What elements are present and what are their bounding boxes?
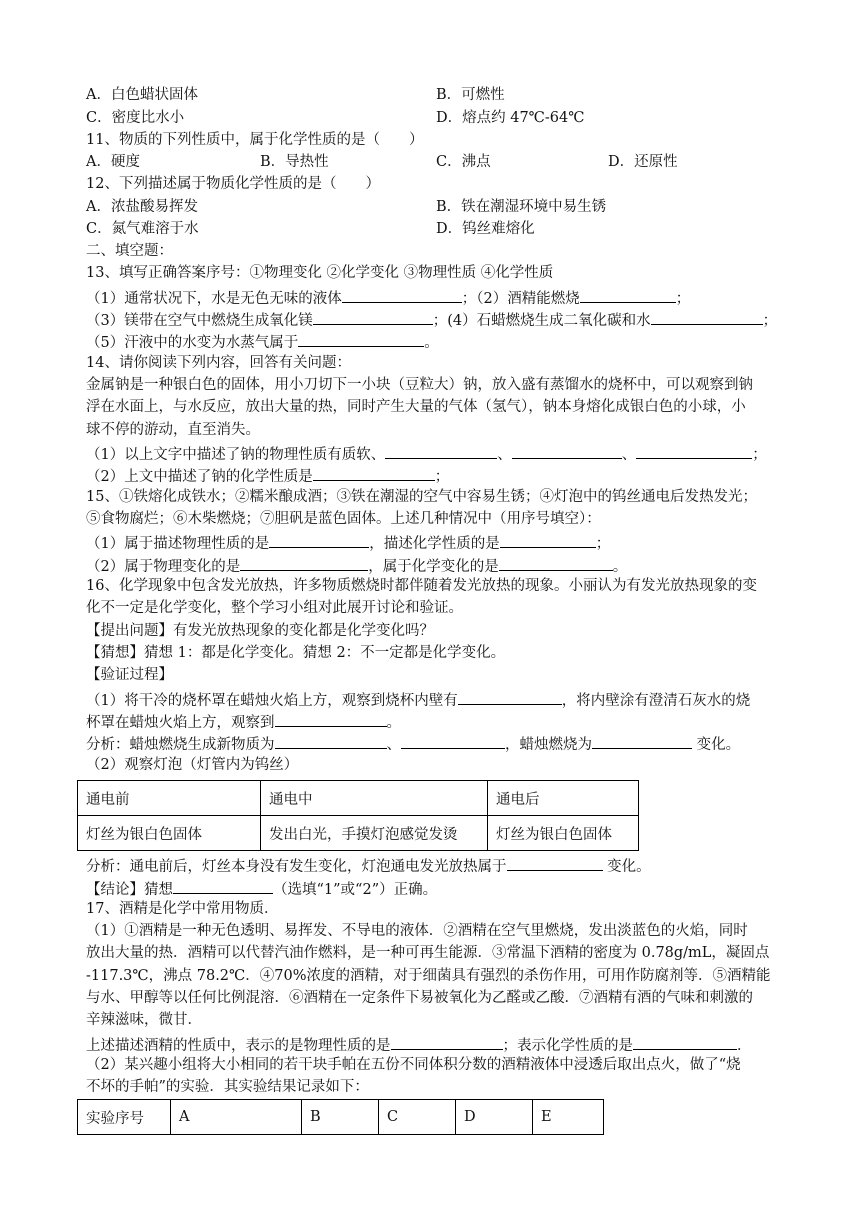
q15-sub-2 <box>86 554 627 576</box>
q16-v1-mid: ，将内壁涂有澄清石灰水的烧 <box>561 693 751 709</box>
q14-sub-1 <box>86 442 767 464</box>
table-cell: C <box>379 1100 456 1135</box>
q14-blank-3[interactable] <box>636 442 752 459</box>
q13-part2-text: ；（2）酒精能燃烧 <box>461 291 580 307</box>
q16-stem-line-2: 化不一定是化学变化，整个学习小组对此展开讨论和验证。 <box>86 600 463 616</box>
q16-an2-text: 分析：通电前后，灯丝本身没有发生变化，灯泡通电发光放热属于 <box>86 859 507 875</box>
q16-blank-1[interactable] <box>458 688 562 705</box>
q13-part2-end: ； <box>675 291 691 307</box>
q16-conclusion-text: 【结论】猜想 <box>86 882 173 898</box>
q15-stem-line-1: 15、①铁熔化成铁水；②糯米酿成酒；③铁在潮湿的空气中容易生锈；④灯泡中的钨丝通电后发热发光； <box>86 489 757 505</box>
q17-answer-line <box>86 1033 752 1055</box>
q16-an1-end: 变化。 <box>692 737 741 753</box>
q17-paragraph-line-3: -117.3℃，沸点 78.2℃．④70%浓度的酒精，对于细菌具有强烈的杀伤作用，可用作防腐剂等．⑤酒精能 <box>86 968 771 984</box>
q14-paragraph-line-2: 浮在水面上，与水反应，放出大量的热，同时产生大量的气体（氢气），钠本身熔化成银白色的小球，小 <box>86 399 746 415</box>
q15-sub2-mid: ，属于化学变化的是 <box>368 559 499 575</box>
q17-experiment-table <box>77 1099 604 1135</box>
table-cell: 实验序号 <box>78 1100 171 1135</box>
q17-paragraph-line-4: 与水、甲醇等以任何比例混溶．⑥酒精在一定条件下易被氧化为乙醛或乙酸．⑦酒精有酒的气味和刺激的 <box>86 990 753 1006</box>
q15-blank-4[interactable] <box>499 554 613 571</box>
q17-answer-text: 上述描述酒精的性质中，表示的是物理性质的是 <box>86 1038 391 1054</box>
q16-verify-2: （2）观察灯泡（灯管内为钨丝） <box>86 757 299 773</box>
q16-blank-3[interactable] <box>275 732 387 749</box>
q15-sub1-mid: ，描述化学性质的是 <box>369 536 500 552</box>
q16-question: 【提出问题】有发光放热现象的变化都是化学变化吗？ <box>86 623 434 639</box>
q13-blank-5[interactable] <box>298 330 424 347</box>
q16-blank-6[interactable] <box>507 854 603 871</box>
q15-stem-line-2: ⑤食物腐烂；⑥木柴燃烧；⑦胆矾是蓝色固体。上述几种情况中（用序号填空）： <box>86 511 601 527</box>
q17-paragraph-line-6: （2）某兴趣小组将大小相同的若干块手帕在五份不同体积分数的酒精液体中浸透后取出点火，做了“烧 <box>86 1057 741 1073</box>
q12-option-a: A．浓盐酸易挥发 <box>86 199 198 215</box>
q17-answer-mid: ；表示化学性质的是 <box>502 1038 633 1054</box>
q14-sep-1: 、 <box>497 447 512 463</box>
q11-stem: 11、物质的下列性质中，属于化学性质的是（ ） <box>86 132 424 148</box>
q16-blank-5[interactable] <box>592 732 692 749</box>
q12-stem: 12、下列描述属于物质化学性质的是（ ） <box>86 176 380 192</box>
q16-blank-4[interactable] <box>401 732 505 749</box>
q13-line-1 <box>86 286 690 308</box>
table-cell: A <box>171 1100 302 1135</box>
q14-paragraph-line-1: 金属钠是一种银白色的固体，用小刀切下一小块（豆粒大）钠，放入盛有蒸馏水的烧杯中，可以观察到钠 <box>86 377 753 393</box>
q12-option-c: C．氮气难溶于水 <box>86 221 199 237</box>
table-cell: 灯丝为银白色固体 <box>488 816 639 851</box>
q16-verify-1 <box>86 688 750 710</box>
q16-analysis-2 <box>86 854 651 876</box>
q13-stem: 13、填写正确答案序号：①物理变化 ②化学变化 ③物理性质 ④化学性质 <box>86 265 554 281</box>
q16-blank-2[interactable] <box>275 710 387 727</box>
q12-option-d: D．钨丝难熔化 <box>436 221 535 237</box>
q13-blank-1[interactable] <box>342 286 462 303</box>
q12-option-b: B．铁在潮湿环境中易生锈 <box>436 199 607 215</box>
table-cell: B <box>302 1100 379 1135</box>
q15-blank-1[interactable] <box>269 531 369 548</box>
q16-verify-1-cont <box>86 710 401 732</box>
q17-paragraph-line-1: （1）①酒精是一种无色透明、易挥发、不导电的液体．②酒精在空气里燃烧，发出淡蓝色的火焰，同时 <box>86 923 748 939</box>
q17-answer-end: ． <box>737 1038 752 1054</box>
table-cell: 灯丝为银白色固体 <box>78 816 261 851</box>
q16-verify-heading: 【验证过程】 <box>86 667 173 683</box>
q14-sub1-text: （1）以上文字中描述了钠的物理性质有质软、 <box>86 447 386 463</box>
q10-option-a: A．白色蜡状固体 <box>86 87 198 103</box>
q15-sub2-end: 。 <box>612 559 628 575</box>
q15-sub1-text: （1）属于描述物理性质的是 <box>86 536 270 552</box>
table-cell: E <box>533 1100 604 1135</box>
table-cell: D <box>456 1100 533 1135</box>
q13-part4-text: ；(4）石蜡燃烧生成二氧化碳和水 <box>432 313 651 329</box>
q16-v1-cont-text: 杯罩在蜡烛火焰上方，观察到 <box>86 715 275 731</box>
q16-stem-line-1: 16、化学现象中包含发光放热，许多物质燃烧时都伴随着发光放热的现象。小丽认为有发光放热现象的变 <box>86 578 757 594</box>
q16-guess: 【猜想】猜想 1：都是化学变化。猜想 2：不一定都是化学变化。 <box>86 645 506 661</box>
q10-option-c: C．密度比水小 <box>86 110 185 126</box>
q16-v1-text: （1）将干冷的烧杯罩在蜡烛火焰上方，观察到烧杯内壁有 <box>86 693 458 709</box>
q16-bulb-table <box>77 780 639 851</box>
q15-sub-1 <box>86 531 610 553</box>
q17-stem: 17、酒精是化学中常用物质． <box>86 901 279 917</box>
q17-paragraph-line-5: 辛辣滋味，微甘． <box>86 1012 202 1028</box>
q16-conclusion <box>86 877 437 899</box>
q11-option-c: C．沸点 <box>436 154 491 170</box>
q13-part4-end: ； <box>762 313 778 329</box>
table-cell: 发出白光，手摸灯泡感觉发烫 <box>261 816 488 851</box>
q15-blank-3[interactable] <box>240 554 368 571</box>
q13-part3-text: （3）镁带在空气中燃烧生成氧化镁 <box>86 313 313 329</box>
table-header-cell: 通电前 <box>78 781 261 816</box>
q10-option-d: D．熔点约 47℃-64℃ <box>436 110 585 126</box>
q15-blank-2[interactable] <box>500 531 596 548</box>
q14-stem: 14、请你阅读下列内容，回答有关问题： <box>86 355 351 371</box>
q14-sub2-end: ； <box>434 469 450 485</box>
q16-an1-mid: ，蜡烛燃烧为 <box>505 737 592 753</box>
section-heading: 二、填空题： <box>86 243 173 259</box>
q14-sub-2 <box>86 464 449 486</box>
q16-v1-end: 。 <box>386 715 401 731</box>
q11-option-b: B．导热性 <box>260 154 329 170</box>
q11-option-a: A．硬度 <box>86 154 140 170</box>
q16-an1-sep: 、 <box>386 737 401 753</box>
q13-part5-text: （5）汗液中的水变为水蒸气属于 <box>86 335 299 351</box>
q13-line-2 <box>86 308 777 330</box>
q15-sub1-end: ； <box>595 536 611 552</box>
table-row <box>78 781 639 816</box>
q14-sub1-end: ； <box>752 447 767 463</box>
q17-blank-2[interactable] <box>633 1033 737 1050</box>
q13-part1-text: （1）通常状况下，水是无色无味的液体 <box>86 291 342 307</box>
q13-blank-2[interactable] <box>580 286 676 303</box>
q13-line-3 <box>86 330 439 352</box>
q13-part5-end: 。 <box>424 335 439 351</box>
q14-blank-4[interactable] <box>313 464 435 481</box>
q11-option-d: D．还原性 <box>608 154 678 170</box>
q14-sub2-text: （2）上文中描述了钠的化学性质是 <box>86 469 313 485</box>
q14-blank-1[interactable] <box>385 442 497 459</box>
q16-analysis-1 <box>86 732 740 754</box>
table-header-cell: 通电中 <box>261 781 488 816</box>
q16-an1-text: 分析：蜡烛燃烧生成新物质为 <box>86 737 275 753</box>
q13-blank-3[interactable] <box>313 308 433 325</box>
q17-paragraph-line-7: 不坏的手帕”的实验．其实验结果记录如下： <box>86 1079 369 1095</box>
q14-paragraph-line-3: 球不停的游动，直至消失。 <box>86 422 260 438</box>
table-row <box>78 1100 604 1135</box>
q16-an2-end: 变化。 <box>602 859 651 875</box>
q14-blank-2[interactable] <box>512 442 622 459</box>
q17-paragraph-line-2: 放出大量的热．酒精可以代替汽油作燃料，是一种可再生能源．③常温下酒精的密度为 0.78g/mL，凝固点 <box>86 945 770 961</box>
table-row <box>78 816 639 851</box>
q15-sub2-text: （2）属于物理变化的是 <box>86 559 241 575</box>
q16-blank-7[interactable] <box>173 877 273 894</box>
q16-conclusion-end: （选填“1”或“2”）正确。 <box>273 882 438 898</box>
q14-sep-2: 、 <box>621 447 637 463</box>
q17-blank-1[interactable] <box>391 1033 503 1050</box>
q10-option-b: B．可燃性 <box>436 87 505 103</box>
q13-blank-4[interactable] <box>651 308 763 325</box>
table-header-cell: 通电后 <box>488 781 639 816</box>
